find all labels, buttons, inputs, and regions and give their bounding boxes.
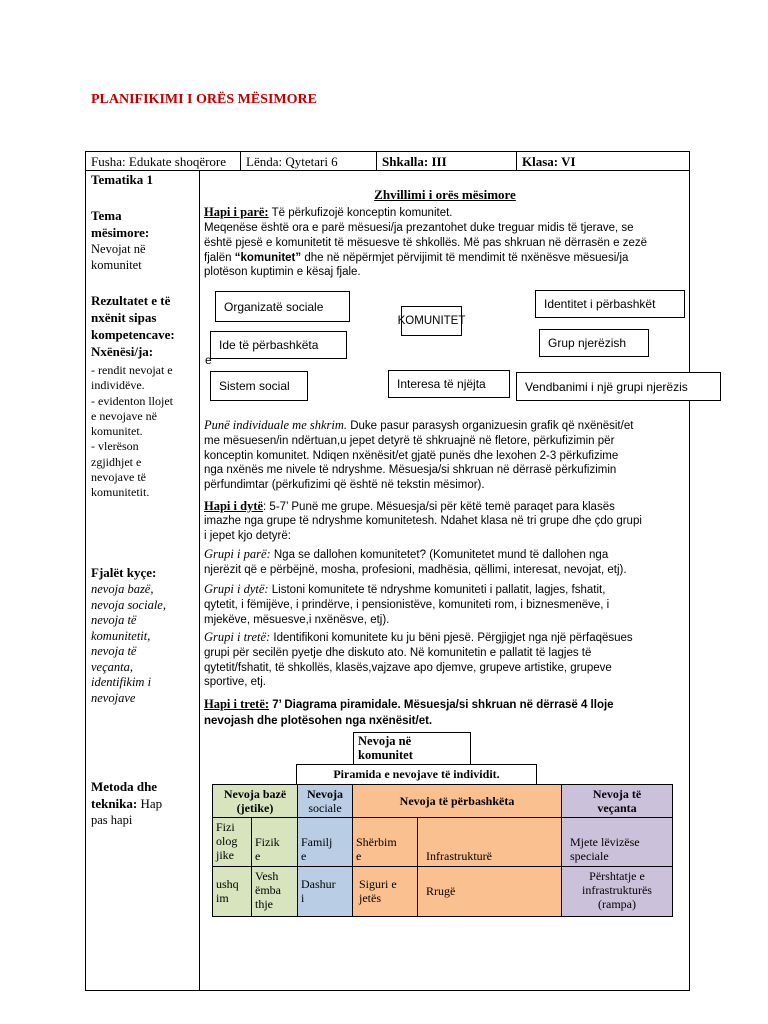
fjale-item: nevoja bazë, xyxy=(91,582,154,596)
pyramid-title: Piramida e nevojave të individit. xyxy=(296,764,537,785)
rezultatet-label-3: kompetencave: xyxy=(91,327,175,342)
col-nevoja-baze: Nevoja bazë (jetike) xyxy=(212,784,298,818)
metoda-label-2: teknika: Hap xyxy=(91,796,163,811)
hapi2-line: Hapi i dytë: 5-7’ Punë me grupe. Mësuesja/si për këtë temë paraqet para klasës xyxy=(204,499,615,513)
fjale-item: komunitetit, xyxy=(91,628,151,643)
rez-item: individëve. xyxy=(91,378,145,393)
metoda-label: Metoda dhe xyxy=(91,779,158,794)
cell-infrastrukture: Infrastrukturë xyxy=(417,817,562,867)
cell-mjete-levizese: Mjete lëvizëse speciale xyxy=(561,817,673,867)
grupi-pare: Grupi i parë: Nga se dallohen komunitetet? (Komunitetet mund të dallohen nga njerëzit që e përbëjnë, mosha, profesioni, madhësia, qëllimi, interesat, nevojat, etj). xyxy=(204,547,627,576)
rez-item: komunitet. xyxy=(91,424,143,439)
rez-item: - evidenton llojet xyxy=(91,393,173,408)
fjale-item: nevoja të xyxy=(91,613,137,627)
rez-item: e nevojave në xyxy=(91,408,157,423)
cell-fiziologjike: Fizi olog jike xyxy=(212,817,252,867)
hapi1-line: Hapi i parë: Të përkufizojë konceptin komunitet. xyxy=(204,205,453,219)
tema-label: Tema xyxy=(91,208,122,223)
col-nevoja-sociale: Nevoja sociale xyxy=(297,784,353,818)
grupi-trete: Grupi i tretë: Identifikoni komunitete ku ju bëni pjesë. Përgjigjet nga një përfaqësues grupi për secilën pyetje dhe diskuto ato. Në komunitetin e pallatit të lagjes të qytetit/fshatit, të shkollës, klasës,vajzave apo djemve, grupeve artistike, grupeve sportive, etj. xyxy=(204,630,633,689)
concept-vendbanimi: Vendbanimi i një grupi njerëzis xyxy=(516,372,721,401)
hapi1-paragraph: Meqenëse është ora e parë mësuesi/ja prezantohet duke treguar midis të tjerave, se është pjesë e komunitetit të mësuesve të shkollës. Më pas shkruan në dërrasën e zezë fjalën “komunitet” dhe në nëpërmjet përvijimit të mendimit të nxënësve mësuesi/ja plotëson kuptimin e kësaj fjale. xyxy=(204,222,647,279)
hapi3-line: Hapi i tretë: 7’ Diagrama piramidale. Mësuesja/si shkruan në dërrasë 4 lloje xyxy=(204,697,614,711)
stray-letter: e xyxy=(205,353,212,367)
cell-pershtatje: Përshtatje e infrastrukturës (rampa) xyxy=(561,866,673,917)
concept-organizate-sociale: Organizatë sociale xyxy=(215,291,350,322)
tema-label-2: mësimore: xyxy=(91,225,150,240)
cell-veshembathje: Vesh ëmba thje xyxy=(251,866,298,917)
header-klasa: Klasa: VI xyxy=(516,151,690,171)
fjale-item: nevojave xyxy=(91,690,136,705)
rez-item: - rendit nevojat e xyxy=(91,363,173,377)
concept-grup: Grup njerëzish xyxy=(539,329,649,357)
fjalet-label: Fjalët kyçe: xyxy=(91,565,157,580)
hapi2-paragraph: imazhe nga grupe të ndryshme komunitetesh. Ndahet klasa në tri grupe dhe çdo grupi i jepet kjo detyrë: xyxy=(204,515,642,542)
cell-familje: Familj e xyxy=(297,817,353,867)
pyramid-top: Nevoja në komunitet xyxy=(353,732,471,765)
rez-item: - vlerëson xyxy=(91,439,139,454)
rez-item: nevojave të xyxy=(91,470,146,485)
col-nevoja-vecanta: Nevoja të veçanta xyxy=(561,784,673,818)
concept-sistem: Sistem social xyxy=(210,371,308,401)
fjale-item: nevoja të xyxy=(91,644,137,658)
main-heading: Zhvillimi i orës mësimore xyxy=(374,187,516,202)
fjale-item: identifikim i xyxy=(91,675,152,689)
header-shkalla: Shkalla: III xyxy=(376,151,517,171)
col-nevoja-perbashketa: Nevoja të përbashkëta xyxy=(352,784,562,818)
header-fusha: Fusha: Edukate shoqërore xyxy=(85,151,241,171)
cell-rruge: Rrugë xyxy=(417,866,562,917)
page-title: PLANIFIKIMI I ORËS MËSIMORE xyxy=(91,92,317,107)
header-lenda: Lënda: Qytetari 6 xyxy=(240,151,377,171)
metoda-value: pas hapi xyxy=(91,813,133,827)
fjale-item: nevoja sociale, xyxy=(91,597,166,612)
cell-ushqim: ushq im xyxy=(212,866,252,917)
concept-interesa: Interesa të njëjta xyxy=(388,370,510,398)
fjale-item: veçanta, xyxy=(91,659,133,674)
left-column xyxy=(85,170,200,991)
rezultatet-label-4: Nxënësi/ja: xyxy=(91,344,154,359)
rezultatet-label: Rezultatet e të xyxy=(91,293,171,308)
puna-individuale-paragraph: Punë individuale me shkrim. Duke pasur parasysh organizuesin grafik që nxënësit/et me mësuesen/in ndërtuan,u jepet detyrë të shkruajnë në fletore, përkufizimin për konceptin komunitet. Ndiqen nxënësit/et gjatë punës dhe lexohen 2-3 përkufizime nga nxënës me nivele të ndryshme. Mësuesja/si shkruan në dërrasë përkufizimin përfundimtar (përkufizimi që është në tekstin mësimor). xyxy=(204,418,634,492)
cell-siguri: Siguri e jetës xyxy=(352,866,418,917)
cell-dashuri: Dashur i xyxy=(297,866,353,917)
tema-value: Nevojat në xyxy=(91,242,146,256)
fjalet-list xyxy=(91,582,166,706)
tematika: Tematika 1 xyxy=(91,172,153,187)
concept-identitet: Identitet i përbashkët xyxy=(535,290,685,318)
rezultatet-list xyxy=(91,363,173,501)
tema-value-2: komunitet xyxy=(91,258,142,272)
cell-fizike: Fizik e xyxy=(251,817,298,867)
rez-item: zgjidhjet e xyxy=(91,454,142,469)
hapi3-line-2: nevojash dhe plotësohen nga nxënësit/et. xyxy=(204,715,433,727)
cell-sherbime: Shërbim e xyxy=(352,817,418,867)
rezultatet-label-2: nxënit sipas xyxy=(91,310,157,325)
concept-komunitet: KOMUNITET xyxy=(401,306,462,336)
grupi-dyte: Grupi i dytë: Listoni komunitete të ndryshme komuniteti i pallatit, lagjes, fshatit, qytetit, i fëmijëve, i prindërve, i pensionistëve, komuniteti rom, i biznesmenëve, i mjekëve, mësuesve,i nxënësve, etj). xyxy=(204,582,610,626)
concept-ide: Ide të përbashkëta xyxy=(210,331,347,359)
rez-item: komunitetit. xyxy=(91,485,150,500)
